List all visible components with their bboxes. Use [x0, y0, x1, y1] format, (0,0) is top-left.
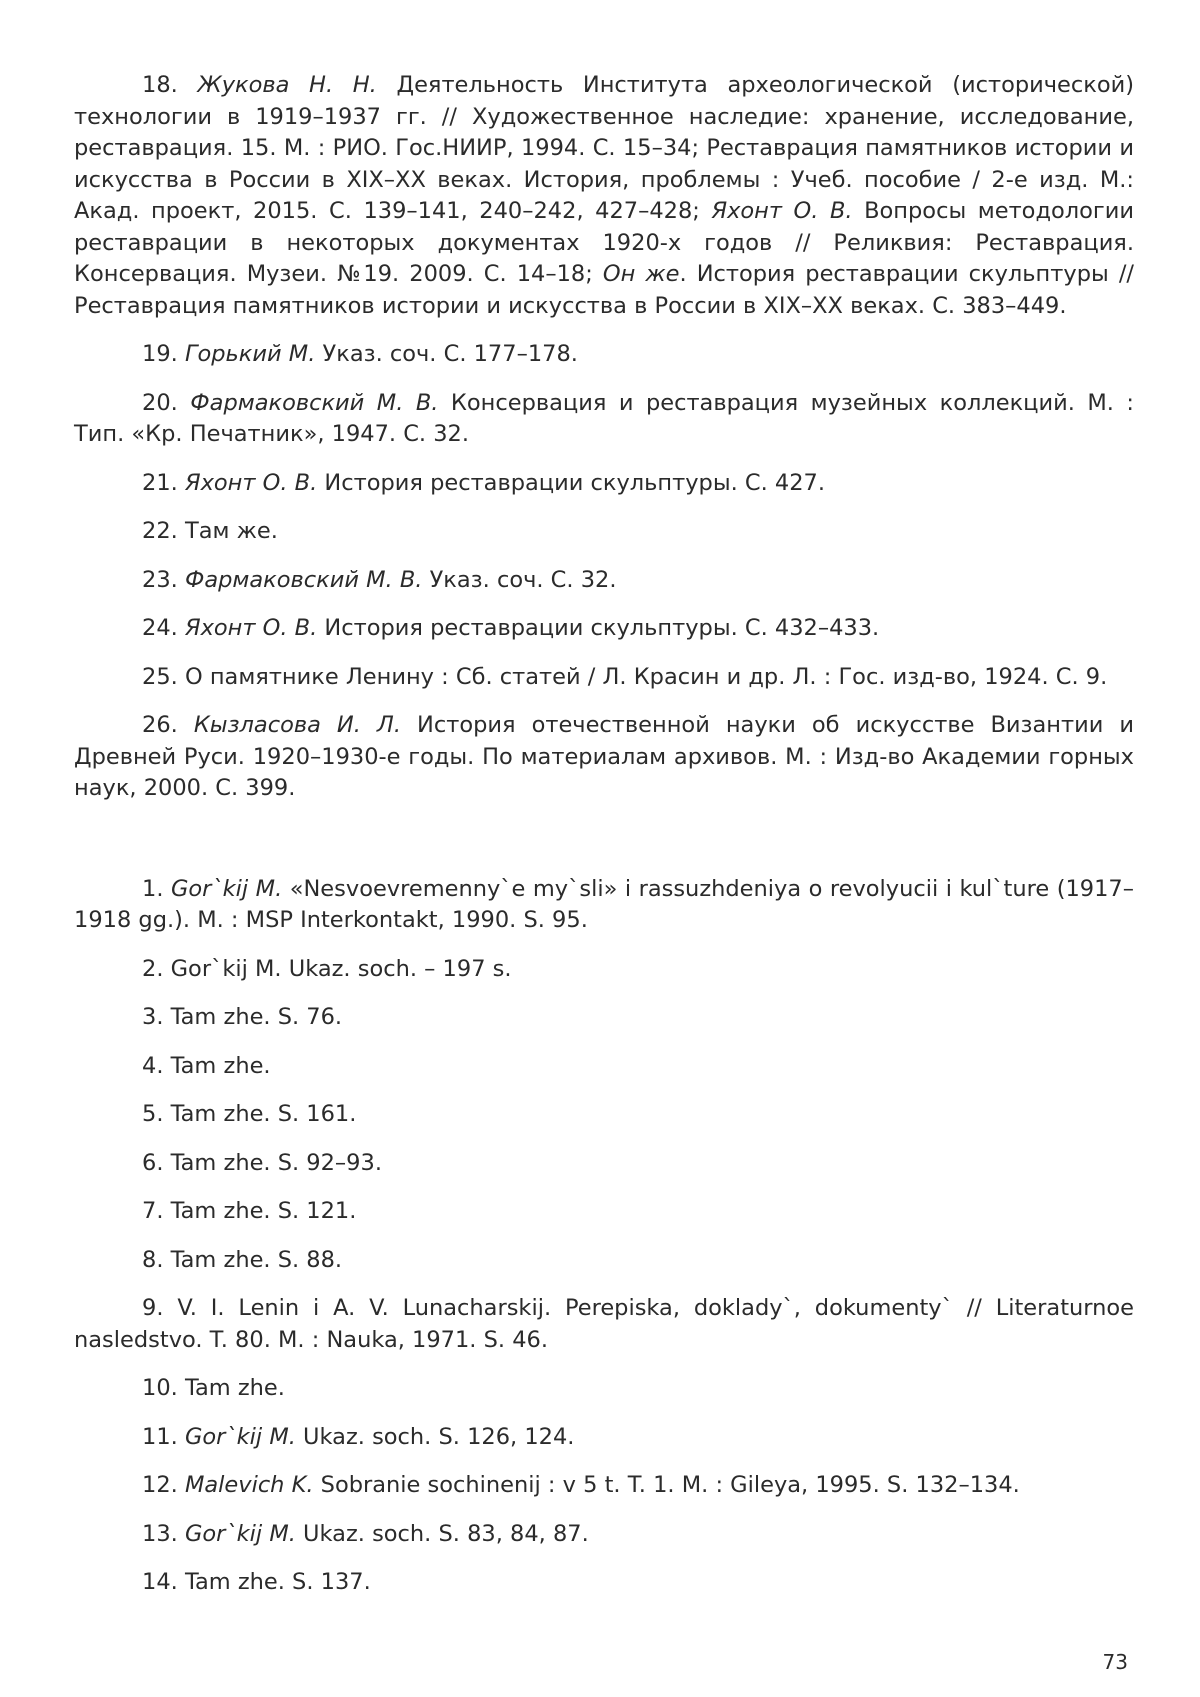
author-name: Яхонт О. В.: [184, 469, 318, 496]
author-name: Яхонт О. В.: [711, 198, 853, 224]
footnote-en-13: 13. Gor`kij M. Ukaz. soch. S. 83, 84, 87.: [142, 1520, 589, 1547]
author-name: Gor`kij M.: [184, 1423, 296, 1450]
footnote-en-14: 14. Tam zhe. S. 137.: [142, 1569, 371, 1595]
footnote-21: 21. Яхонт О. В. История реставрации скульптуры. С. 427.: [142, 469, 826, 496]
footnote-19: 19. Горький М. Указ. соч. С. 177–178.: [142, 341, 578, 367]
page-content: [74, 70, 1134, 1616]
author-name: Горький М.: [184, 341, 316, 367]
author-name: Фармаковский М. В.: [184, 566, 423, 593]
footnote-en-8: 8. Tam zhe. S. 88.: [142, 1246, 343, 1273]
author-name: Gor`kij M.: [184, 1520, 296, 1547]
footnote-en-6: 6. Tam zhe. S. 92–93.: [142, 1149, 382, 1176]
author-name: Яхонт О. В.: [184, 615, 318, 641]
author-name: Кызласова И. Л.: [193, 712, 401, 738]
footnote-en-2: 2. Gor`kij M. Ukaz. soch. – 197 s.: [142, 955, 512, 982]
footnote-22: 22. Там же.: [142, 518, 278, 544]
footnote-en-1: 1. Gor`kij M. «Nesvoevremenny`e my`sli» i rassuzhdeniya o revolyucii i kul`ture (1917–1918 gg.). M. : MSP Interkontakt, 1990. S. 95.: [74, 875, 1134, 933]
footnote-en-9: 9. V. I. Lenin i A. V. Lunacharskij. Perepiska, doklady`, dokumenty` // Literaturnoe nasledstvo. T. 80. M. : Nauka, 1971. S. 46.: [74, 1295, 1134, 1353]
footnote-26: 26. Кызласова И. Л. История отечественной науки об искусстве Византии и Древней Руси. 1920–1930-е годы. По материалам архивов. М. : Изд-во Академии горных наук, 2000. С. 399.: [74, 712, 1134, 801]
footnote-en-4: 4. Tam zhe.: [142, 1052, 271, 1079]
footnote-en-7: 7. Tam zhe. S. 121.: [142, 1198, 357, 1224]
author-name: Жукова Н. Н.: [197, 72, 377, 98]
section-gap: [74, 822, 1134, 874]
footnote-23: 23. Фармаковский М. В. Указ. соч. С. 32.: [142, 566, 617, 593]
author-name: Он же: [602, 261, 680, 287]
footnote-en-5: 5. Tam zhe. S. 161.: [142, 1101, 357, 1127]
footnote-en-11: 11. Gor`kij M. Ukaz. soch. S. 126, 124.: [142, 1423, 575, 1450]
footnote-24: 24. Яхонт О. В. История реставрации скульптуры. С. 432–433.: [142, 615, 880, 641]
footnote-18: 18. Жукова Н. Н. Деятельность Института археологической (исторической) технологии в 1919–1937 гг. // Художественное наследие: хранение, исследование, реставрация. 15. М. : РИО. Гос.НИИР, 1994. С. 15–34; Реставрация памятников истории и искусства в России в XIX–XX веках. История, проблемы : Учеб. пособие / 2-е изд. М.: Акад. проект, 2015. С. 139–141, 240–242, 427–428; Яхонт О. В. Вопросы методологии реставрации в некоторых документах 1920-х годов // Реликвия: Реставрация. Консервация. Музеи. №19. 2009. С. 14–18; Он же. История реставрации скульптуры // Реставрация памятников истории и искусства в России в XIX–XX веках. С. 383–449.: [74, 72, 1135, 319]
footnote-en-10: 10. Tam zhe.: [142, 1375, 285, 1401]
footnote-25: 25. О памятнике Ленину : Сб. статей / Л. Красин и др. Л. : Гос. изд-во, 1924. С. 9.: [142, 663, 1108, 690]
author-name: Malevich K.: [184, 1472, 314, 1498]
footnote-en-12: 12. Malevich K. Sobranie sochinenij : v 5 t. T. 1. M. : Gileya, 1995. S. 132–134.: [142, 1472, 1020, 1498]
author-name: Фармаковский М. В.: [190, 389, 439, 416]
footnote-20: 20. Фармаковский М. В. Консервация и реставрация музейных коллекций. М. : Тип. «Кр. Печатник», 1947. С. 32.: [74, 389, 1134, 447]
footnote-en-3: 3. Tam zhe. S. 76.: [142, 1004, 343, 1030]
author-name: Gor`kij M.: [170, 875, 283, 902]
page-number: 73: [1102, 1650, 1128, 1674]
